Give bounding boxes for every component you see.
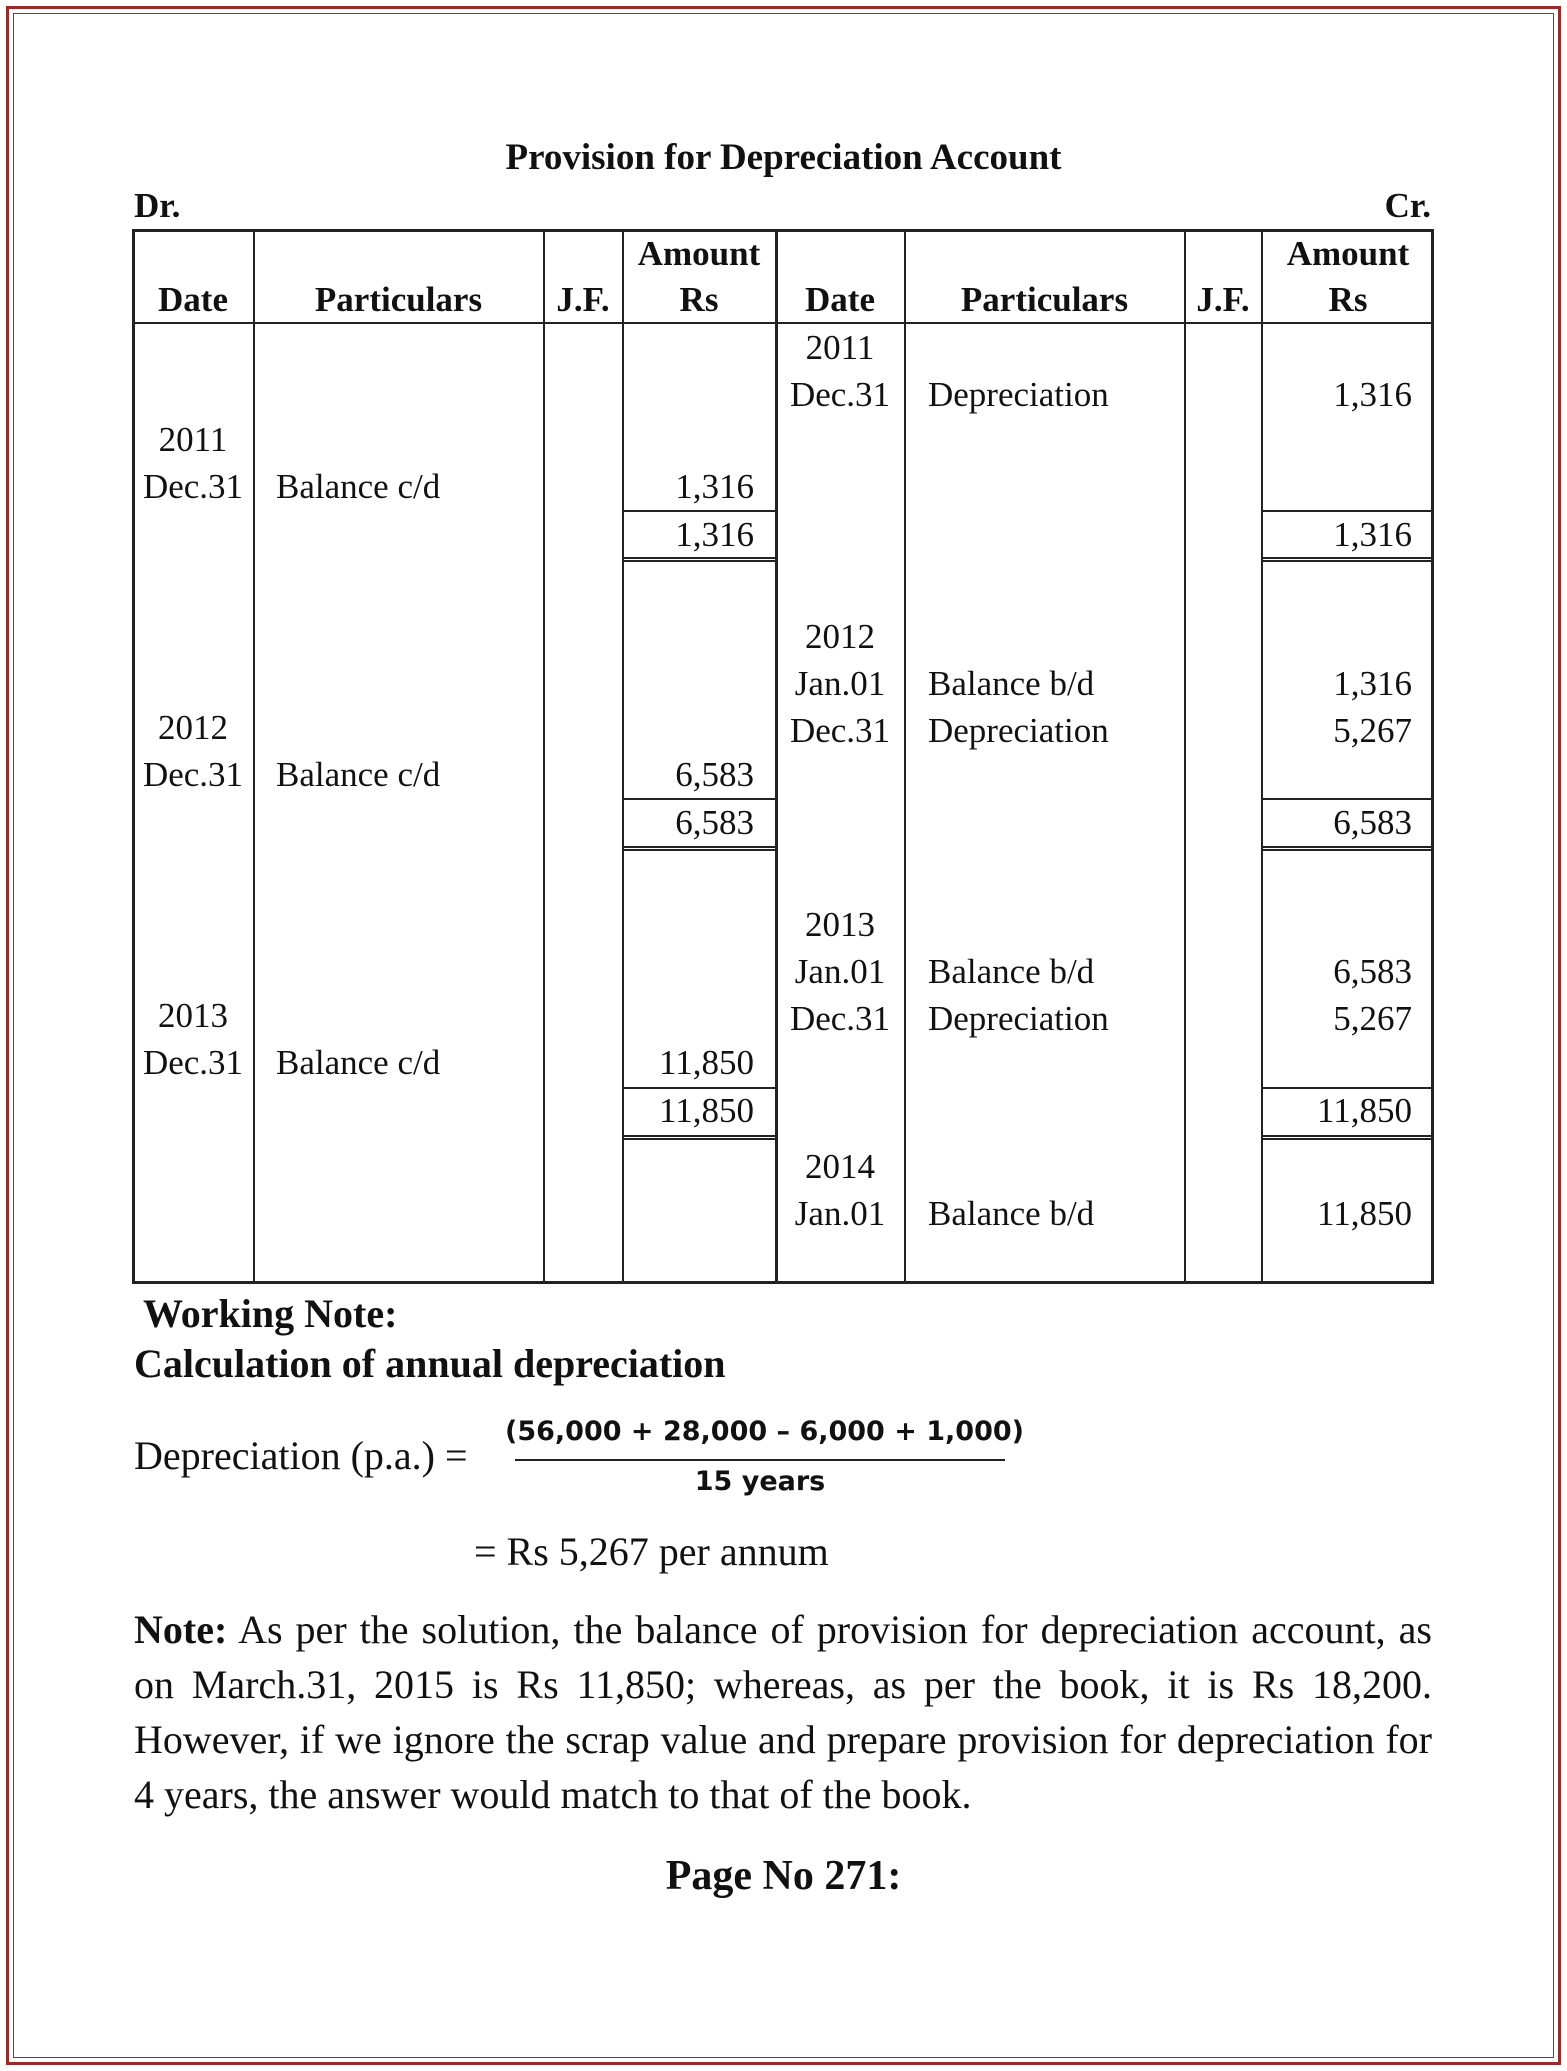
header-amount-credit: Amount — [1286, 234, 1410, 273]
ledger-col-divider — [543, 229, 545, 1284]
total-rule-double — [622, 557, 775, 562]
credit-amount: 6,583 — [1333, 952, 1412, 991]
formula-result: = Rs 5,267 per annum — [474, 1529, 829, 1574]
credit-date: Dec.31 — [789, 375, 891, 414]
debit-amount: 1,316 — [675, 467, 754, 506]
total-rule-double — [622, 1135, 775, 1140]
credit-amount: 5,267 — [1333, 999, 1412, 1038]
credit-total: 6,583 — [1333, 803, 1412, 842]
ledger-col-divider — [904, 229, 906, 1284]
header-particulars-credit: Particulars — [960, 280, 1129, 319]
debit-total: 1,316 — [675, 515, 754, 554]
total-rule-double — [622, 846, 775, 851]
debit-total: 11,850 — [659, 1091, 754, 1130]
working-note-heading: Working Note: — [143, 1291, 398, 1336]
credit-amount: 5,267 — [1333, 711, 1412, 750]
debit-label: Dr. — [134, 186, 181, 225]
formula-label: Depreciation (p.a.) = — [134, 1433, 468, 1478]
total-rule-top — [1261, 510, 1434, 512]
credit-total: 1,316 — [1333, 515, 1412, 554]
credit-year: 2013 — [805, 905, 875, 944]
header-particulars-debit: Particulars — [314, 280, 483, 319]
credit-label: Cr. — [1384, 186, 1431, 225]
page-number: Page No 271: — [665, 1853, 902, 1899]
header-date-credit: Date — [805, 280, 875, 319]
note-paragraph — [134, 1602, 1432, 1822]
credit-particulars: Balance b/d — [928, 952, 1095, 991]
header-amount-debit: Amount — [637, 234, 761, 273]
total-rule-double — [1261, 557, 1434, 562]
debit-date: Dec.31 — [142, 1043, 244, 1082]
header-divider — [132, 322, 1434, 324]
credit-date: Jan.01 — [794, 952, 886, 991]
total-rule-top — [622, 1087, 775, 1089]
credit-amount: 1,316 — [1333, 664, 1412, 703]
credit-particulars: Depreciation — [928, 375, 1109, 414]
header-jf-credit: J.F. — [1196, 280, 1250, 319]
total-rule-top — [622, 510, 775, 512]
working-note-subheading: Calculation of annual depreciation — [134, 1341, 726, 1386]
debit-date: Dec.31 — [142, 467, 244, 506]
header-rs-debit: Rs — [679, 280, 719, 319]
note-text: As per the solution, the balance of provision for depreciation account, as on March.31, 2015 is Rs 11,850; whereas, as per the book, it is Rs 18,200. However, if we ignore the scrap value and prepare provision for depreciation for 4 years, the answer would match to that of the book. — [134, 1607, 1432, 1817]
debit-amount: 11,850 — [659, 1043, 754, 1082]
credit-total: 11,850 — [1317, 1091, 1412, 1130]
total-rule-double — [1261, 846, 1434, 851]
credit-particulars: Depreciation — [928, 999, 1109, 1038]
total-rule-top — [1261, 1087, 1434, 1089]
credit-date: Jan.01 — [794, 664, 886, 703]
credit-particulars: Depreciation — [928, 711, 1109, 750]
credit-particulars: Balance b/d — [928, 664, 1095, 703]
account-title: Provision for Depreciation Account — [505, 137, 1062, 178]
ledger-col-divider — [253, 229, 255, 1284]
header-jf-debit: J.F. — [556, 280, 610, 319]
credit-year: 2014 — [805, 1147, 875, 1186]
total-rule-top — [1261, 798, 1434, 800]
header-rs-credit: Rs — [1328, 280, 1368, 319]
credit-date: Dec.31 — [789, 711, 891, 750]
debit-year: 2012 — [158, 708, 228, 747]
debit-date: Dec.31 — [142, 755, 244, 794]
debit-particulars: Balance c/d — [276, 467, 441, 506]
credit-date: Jan.01 — [794, 1194, 886, 1233]
credit-date: Dec.31 — [789, 999, 891, 1038]
credit-amount: 11,850 — [1317, 1194, 1412, 1233]
debit-amount: 6,583 — [675, 755, 754, 794]
formula-denominator: 15 years — [694, 1466, 826, 1497]
debit-year: 2011 — [158, 420, 228, 459]
credit-particulars: Balance b/d — [928, 1194, 1095, 1233]
formula-numerator: (56,000 + 28,000 – 6,000 + 1,000) — [505, 1416, 1025, 1447]
credit-year: 2012 — [805, 617, 875, 656]
total-rule-top — [622, 798, 775, 800]
debit-total: 6,583 — [675, 803, 754, 842]
header-date-debit: Date — [158, 280, 228, 319]
credit-year: 2011 — [805, 328, 875, 367]
fraction-bar — [515, 1459, 1005, 1461]
debit-particulars: Balance c/d — [276, 1043, 441, 1082]
debit-particulars: Balance c/d — [276, 755, 441, 794]
credit-amount: 1,316 — [1333, 375, 1412, 414]
ledger-col-divider — [1184, 229, 1186, 1284]
debit-year: 2013 — [158, 996, 228, 1035]
note-label: Note: — [134, 1607, 228, 1652]
total-rule-double — [1261, 1135, 1434, 1140]
